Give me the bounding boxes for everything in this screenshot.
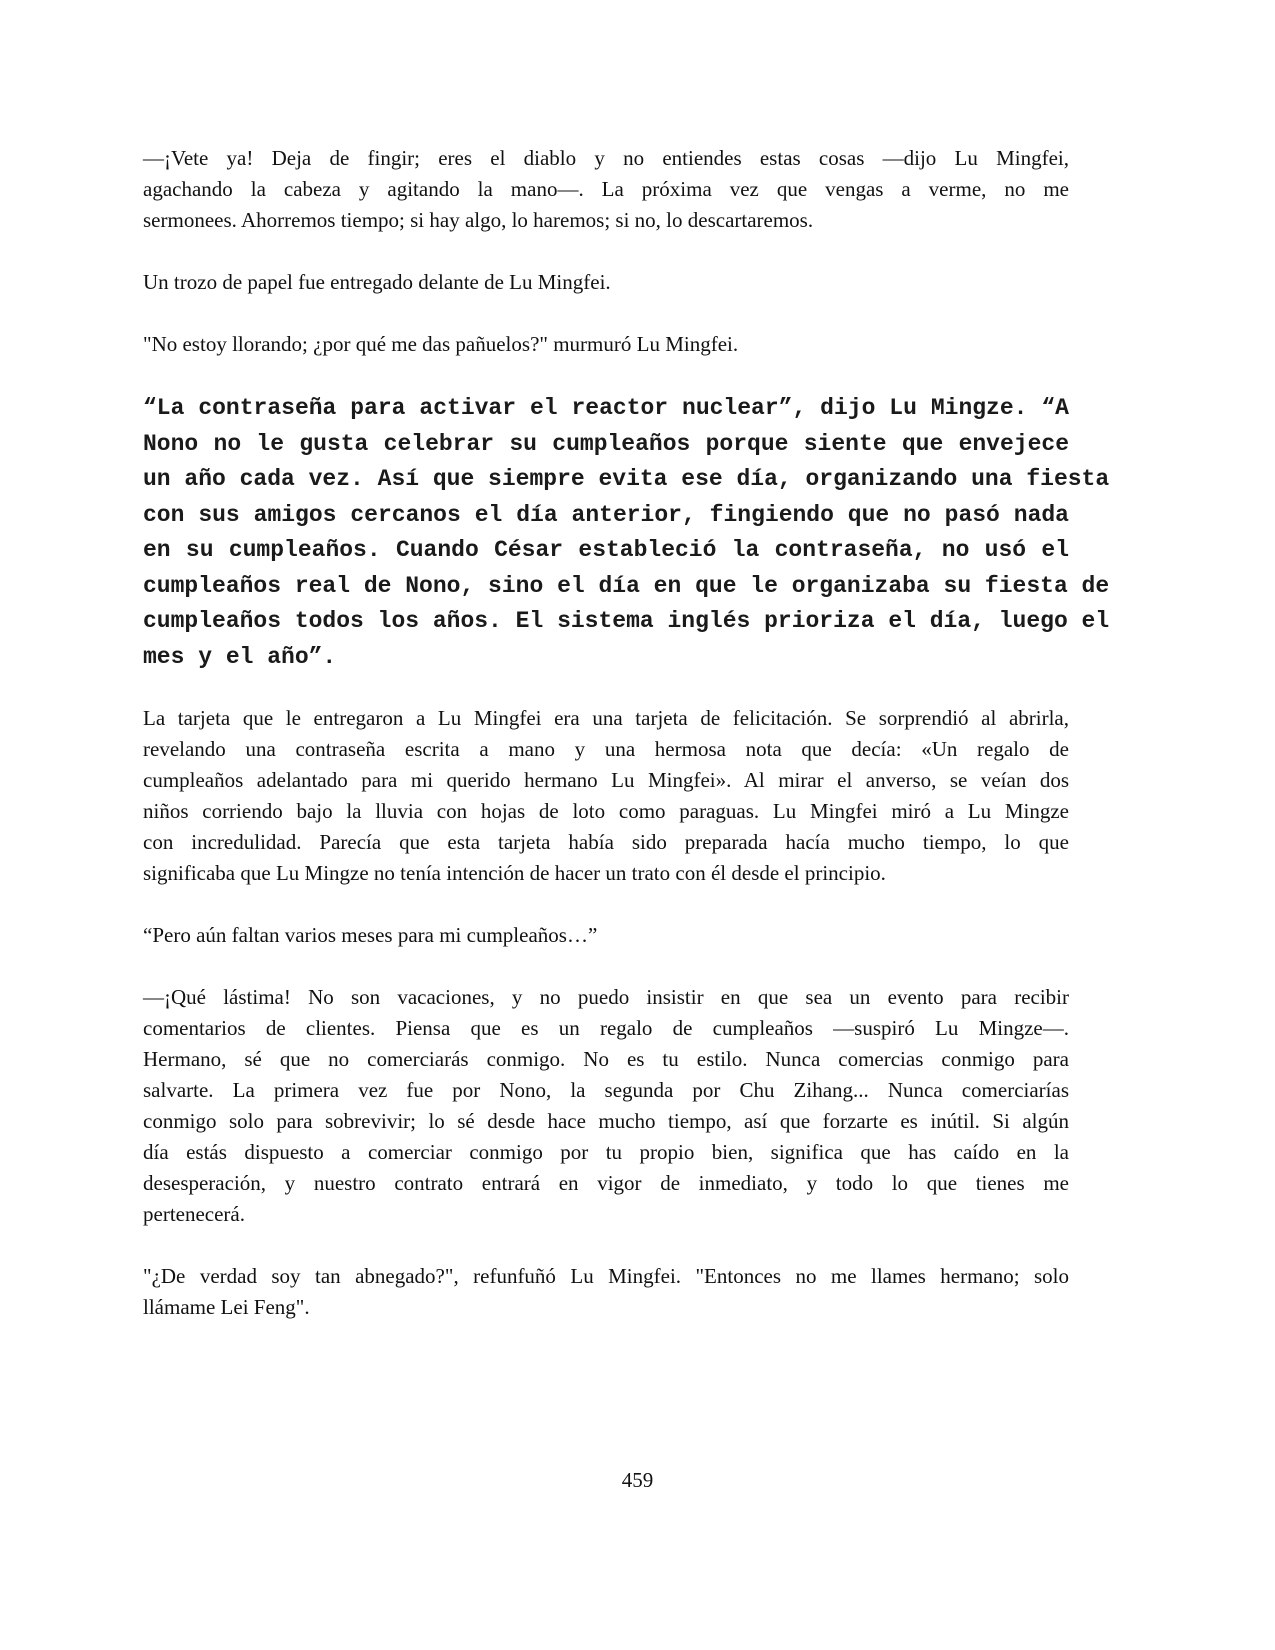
text-line: agachando la cabeza y agitando la mano—. La próxima vez que vengas a verme, no me bbox=[143, 177, 1069, 201]
text-line: revelando una contraseña escrita a mano y una hermosa nota que decía: «Un regalo de bbox=[143, 737, 1069, 761]
text-line: desesperación, y nuestro contrato entrará en vigor de inmediato, y todo lo que tienes me bbox=[143, 1171, 1069, 1195]
text-line: con sus amigos cercanos el día anterior, fingiendo que no pasó nada bbox=[143, 501, 1069, 528]
text-line: un año cada vez. Así que siempre evita ese día, organizando una fiesta bbox=[143, 466, 1110, 492]
text-line: en su cumpleaños. Cuando César estableció la contraseña, no usó el bbox=[143, 537, 1069, 563]
text-line: llámame Lei Feng". bbox=[143, 1295, 310, 1319]
text-line: pertenecerá. bbox=[143, 1202, 245, 1226]
text-line: niños corriendo bajo la lluvia con hojas de loto como paraguas. Lu Mingfei miró a Lu Mingze bbox=[143, 799, 1069, 823]
text-line: "¿De verdad soy tan abnegado?", refunfuñó Lu Mingfei. "Entonces no me llames hermano; solo bbox=[143, 1264, 1069, 1288]
text-line: significaba que Lu Mingze no tenía intención de hacer un trato con él desde el principio. bbox=[143, 861, 886, 885]
page-number: 459 bbox=[621, 1468, 654, 1492]
text-line: salvarte. La primera vez fue por Nono, la segunda por Chu Zihang... Nunca comerciarías bbox=[143, 1078, 1069, 1102]
text-line: Un trozo de papel fue entregado delante de Lu Mingfei. bbox=[143, 270, 611, 294]
text-line: "No estoy llorando; ¿por qué me das pañuelos?" murmuró Lu Mingfei. bbox=[143, 332, 739, 356]
text-line: cumpleaños adelantado para mi querido hermano Lu Mingfei». Al mirar el anverso, se veían dos bbox=[143, 768, 1069, 792]
paragraph bbox=[143, 1261, 1069, 1323]
text-line: Nono no le gusta celebrar su cumpleaños porque siente que envejece bbox=[143, 430, 1069, 457]
paragraph bbox=[143, 329, 1069, 360]
text-line: “Pero aún faltan varios meses para mi cumpleaños…” bbox=[143, 923, 598, 947]
text-line: día estás dispuesto a comerciar conmigo por tu propio bien, significa que has caído en la bbox=[143, 1140, 1069, 1164]
text-line: “La contraseña para activar el reactor nuclear”, dijo Lu Mingze. “A bbox=[143, 395, 1069, 421]
paragraph bbox=[143, 982, 1069, 1230]
text-line: comentarios de clientes. Piensa que es un regalo de cumpleaños —suspiró Lu Mingze—. bbox=[143, 1016, 1069, 1040]
highlighted-paragraph bbox=[143, 391, 1110, 675]
text-line: —¡Vete ya! Deja de fingir; eres el diablo y no entiendes estas cosas —dijo Lu Mingfei, bbox=[143, 146, 1069, 170]
text-line: —¡Qué lástima! No son vacaciones, y no puedo insistir en que sea un evento para recibir bbox=[143, 985, 1069, 1009]
text-line: cumpleaños real de Nono, sino el día en que le organizaba su fiesta de bbox=[143, 572, 1110, 599]
paragraph bbox=[143, 267, 1069, 298]
paragraph bbox=[143, 703, 1069, 889]
text-line: La tarjeta que le entregaron a Lu Mingfei era una tarjeta de felicitación. Se sorprendió al abrirla, bbox=[143, 706, 1069, 730]
paragraph bbox=[143, 143, 1069, 236]
text-line: cumpleaños todos los años. El sistema inglés prioriza el día, luego el bbox=[143, 608, 1110, 634]
page-body bbox=[143, 143, 1110, 1354]
text-line: conmigo solo para sobrevivir; lo sé desde hace mucho tiempo, así que forzarte es inútil. Si algún bbox=[143, 1109, 1069, 1133]
paragraph bbox=[143, 920, 1069, 951]
text-line: Hermano, sé que no comerciarás conmigo. No es tu estilo. Nunca comercias conmigo para bbox=[143, 1047, 1069, 1071]
text-line: mes y el año”. bbox=[143, 643, 337, 670]
text-line: con incredulidad. Parecía que esta tarjeta había sido preparada hacía mucho tiempo, lo que bbox=[143, 830, 1069, 854]
text-line: sermonees. Ahorremos tiempo; si hay algo, lo haremos; si no, lo descartaremos. bbox=[143, 208, 814, 232]
